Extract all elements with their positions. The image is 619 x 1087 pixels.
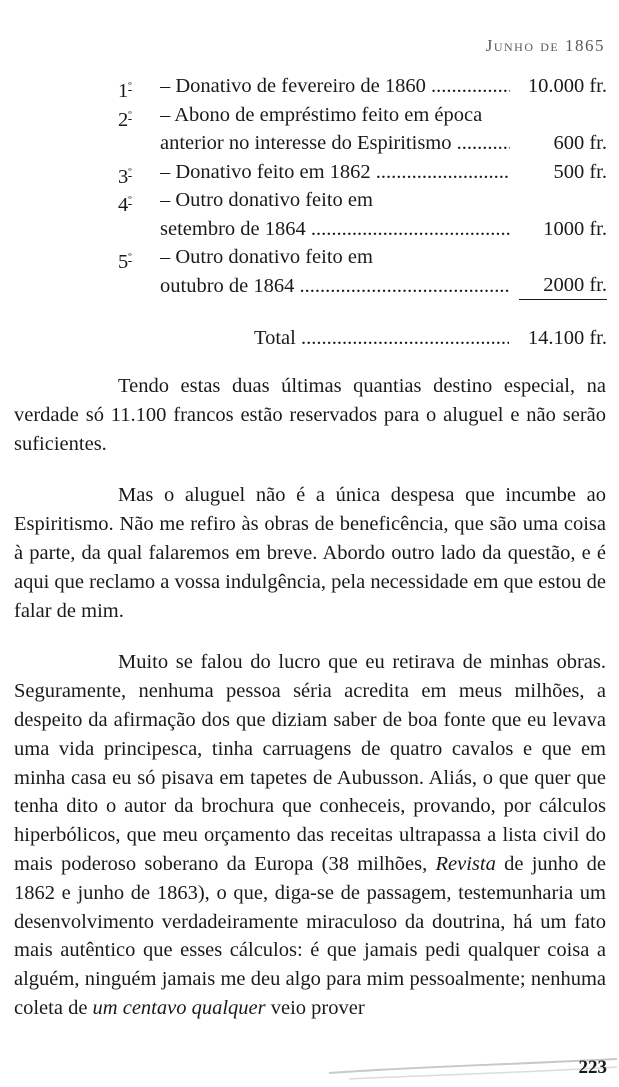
ledger-total-row [0, 324, 619, 353]
ledger-ordinal: $4^º$ [118, 194, 132, 216]
ledger-description: anterior no interesse do Espiritismo ..... [160, 129, 510, 158]
ledger-description: – Abono de empréstimo feito em época [160, 103, 483, 126]
ledger-total-label: Total ..... [254, 324, 509, 353]
page-number: 223 [578, 1057, 607, 1078]
italic-term: Revista [435, 852, 496, 875]
ledger-ordinal: $5^º$ [118, 251, 132, 273]
ledger-description: – Donativo feito em 1862 ..... [160, 158, 510, 187]
ledger-ordinal: $3^º$ [118, 165, 132, 188]
ledger-amount: 500 fr. [553, 160, 607, 183]
ledger-row-continued [0, 272, 619, 301]
paragraph: Tendo estas duas últimas quantias destino especial, na verdade só 11.100 francos estão reservados para o aluguel e não serão suficientes. [14, 375, 606, 455]
donation-ledger [0, 72, 619, 353]
ledger-description: setembro de 1864 ..... [160, 215, 510, 244]
ledger-total-amount: 14.100 fr. [527, 327, 607, 349]
ledger-row [0, 72, 619, 101]
ledger-description: – Donativo de fevereiro de 1860 ..... [160, 72, 510, 101]
paragraph: Mas o aluguel não é a única despesa que incumbe ao Espiritismo. Não me refiro às obras de beneficência, que são uma coisa à parte, da qual falaremos em breve. Abordo outro lado da questão, e é aqui que reclamo a vossa indulgência, pela necessidade em que estou de falar de mim. [14, 484, 606, 622]
ledger-ordinal: $2^º$ [118, 108, 132, 131]
italic-term: um centavo qualquer [92, 996, 266, 1019]
ledger-row-continued [0, 129, 619, 158]
ledger-amount: 10.000 fr. [527, 75, 607, 97]
ledger-description: – Outro donativo feito em [160, 189, 373, 211]
ledger-row [0, 186, 619, 215]
ledger-description: outubro de 1864 ..... [160, 272, 510, 301]
body-text [14, 372, 606, 1046]
ledger-description: – Outro donativo feito em [160, 246, 373, 268]
ledger-row [0, 243, 619, 272]
ledger-row-continued [0, 215, 619, 244]
ledger-row [0, 158, 619, 187]
ledger-amount: 1000 fr. [543, 217, 607, 240]
decorative-swoosh [319, 1037, 619, 1087]
paragraph: Muito se falou do lucro que eu retirava de minhas obras. Seguramente, nenhuma pessoa séria acredita em meus milhões, a despeito da afirmação dos que diziam saber de boa fonte que eu levava uma vida principesca, tinha carruagens de quatro cavalos e que em minha casa eu só pisava em tapetes de Aubusson. Aliás, o que quer que tenha dito o autor da brochura que conheceis, provando, por cálculos hiperbólicos, que meu orçamento das receitas ultrapassa a lista civil do mais poderoso soberano da Europa (38 milhões, Revista de junho de 1862 e junho de 1863), o que, diga-se de passagem, testemunharia um desenvolvimento verdadeiramente miraculoso da doutrina, há um fato mais autêntico que esses cálculos: é que jamais pedi qualquer coisa a alguém, ninguém jamais me deu algo para mim pessoalmente; nenhuma coleta de um centavo qualquer veio prover [14, 651, 606, 1019]
ledger-amount: 600 fr. [553, 132, 607, 154]
ledger-amount: 2000 fr. [519, 272, 607, 300]
running-head: Junho de 1865 [485, 36, 605, 55]
ledger-ordinal: $1^º$ [118, 80, 132, 102]
ledger-row [0, 101, 619, 130]
